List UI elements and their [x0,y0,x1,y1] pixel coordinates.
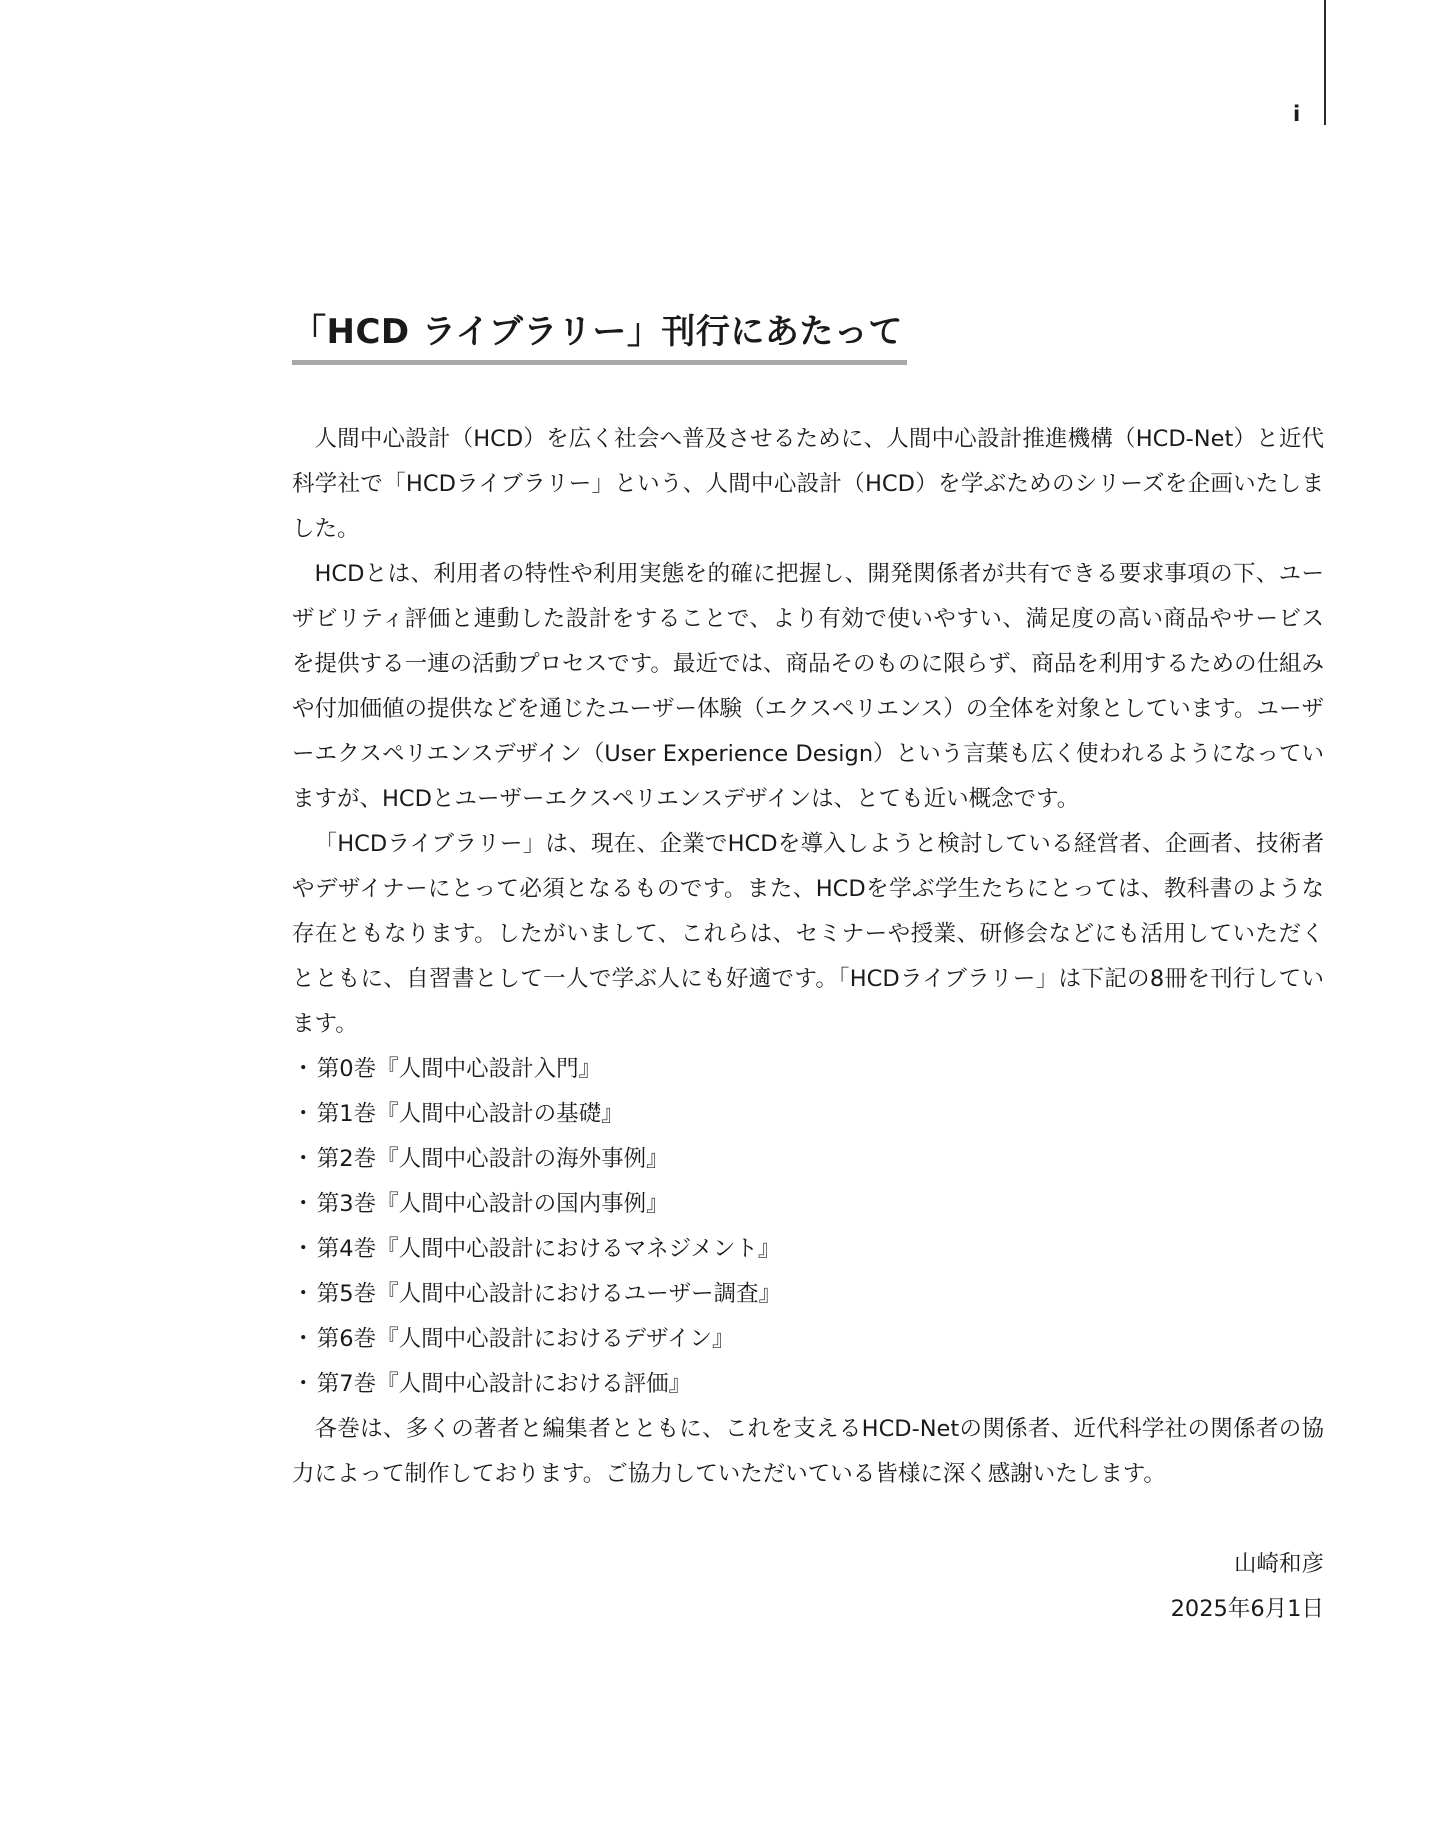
page-title: 「HCD ライブラリー」刊行にあたって [292,306,907,365]
bullet-mark: ・ [292,1191,315,1217]
bullet-mark: ・ [292,1056,315,1082]
volume-title: 第0巻『人間中心設計入門』 [316,1056,602,1082]
volume-title: 第4巻『人間中心設計におけるマネジメント』 [316,1236,781,1262]
paragraph-hcd-definition: HCDとは、利用者の特性や利用実態を的確に把握し、開発関係者が共有できる要求事項の下、ユーザビリティ評価と連動した設計をすることで、より有効で使いやすい、満足度の高い商品やサービスを提供する一連の活動プロセスです。最近では、商品そのものに限らず、商品を利用するための仕組みや付加価値の提供などを通じたユーザー体験（エクスペリエンス）の全体を対象としています。ユーザーエクスペリエンスデザイン（User Experience Design）という言葉も広く使われるようになっていますが、HCDとユーザーエクスペリエンスデザインは、とても近い概念です。 [292,561,1324,812]
content-area [292,306,1324,1632]
author-name: 山崎和彦 [1233,1551,1324,1577]
page-number: i [1293,102,1301,126]
volume-title: 第3巻『人間中心設計の国内事例』 [316,1191,669,1217]
volume-title: 第6巻『人間中心設計におけるデザイン』 [316,1326,735,1352]
volume-title: 第2巻『人間中心設計の海外事例』 [316,1146,669,1172]
signature-block [292,1542,1324,1632]
bullet-mark: ・ [292,1236,315,1262]
volume-title: 第1巻『人間中心設計の基礎』 [316,1101,624,1127]
bullet-mark: ・ [292,1101,315,1127]
paragraph-library-purpose: 「HCDライブラリー」は、現在、企業でHCDを導入しようと検討している経営者、企画者、技術者やデザイナーにとって必須となるものです。また、HCDを学ぶ学生たちにとっては、教科書のような存在ともなります。したがいまして、これらは、セミナーや授業、研修会などにも活用していただくとともに、自習書として一人で学ぶ人にも好適です。「HCDライブラリー」は下記の8冊を刊行しています。 [292,831,1324,1037]
volume-title: 第5巻『人間中心設計におけるユーザー調査』 [316,1281,782,1307]
margin-rule [1324,0,1326,125]
list-item [292,1317,1324,1362]
list-item [292,1272,1324,1317]
list-item [292,1137,1324,1182]
list-item [292,1362,1324,1407]
publication-date: 2025年6月1日 [1170,1596,1324,1622]
list-item [292,1092,1324,1137]
volume-list [292,1047,1324,1407]
bullet-mark: ・ [292,1146,315,1172]
volume-title: 第7巻『人間中心設計における評価』 [316,1371,692,1397]
list-item [292,1047,1324,1092]
list-item [292,1182,1324,1227]
paragraph-intro: 人間中心設計（HCD）を広く社会へ普及させるために、人間中心設計推進機構（HCD-Net）と近代科学社で「HCDライブラリー」という、人間中心設計（HCD）を学ぶためのシリーズを企画いたしました。 [292,426,1324,542]
bullet-mark: ・ [292,1281,315,1307]
paragraph-closing: 各巻は、多くの著者と編集者とともに、これを支えるHCD-Netの関係者、近代科学社の関係者の協力によって制作しております。ご協力していただいている皆様に深く感謝いたします。 [292,1416,1324,1487]
bullet-mark: ・ [292,1326,315,1352]
bullet-mark: ・ [292,1371,315,1397]
body-text [292,417,1324,1497]
list-item [292,1227,1324,1272]
